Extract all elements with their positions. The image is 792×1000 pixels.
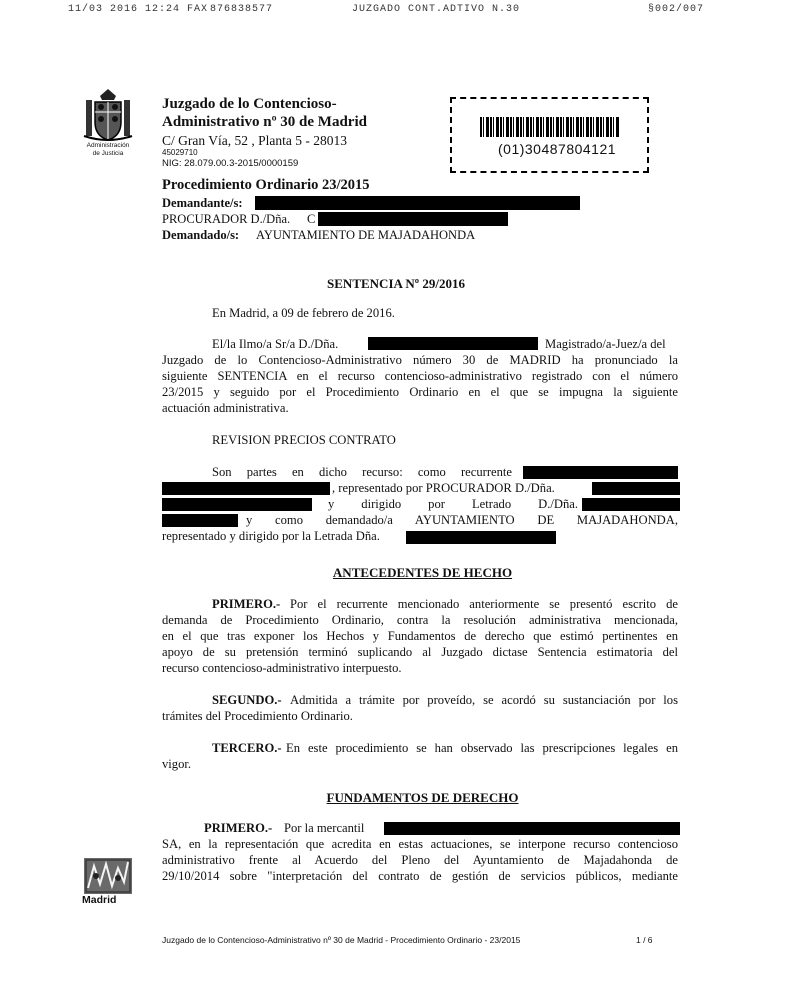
defendant-label: Demandado/s: — [162, 228, 240, 242]
antecedentes-tercero-label: TERCERO.- — [212, 741, 282, 755]
fundamentos-heading: FUNDAMENTOS DE DERECHO — [326, 790, 519, 805]
court-name-line1: Juzgado de lo Contencioso- — [162, 96, 337, 112]
coat-of-arms-icon — [80, 86, 136, 144]
madrid-seal-label: Madrid — [82, 894, 117, 906]
fundamentos-primero-line: Por la mercantil — [284, 821, 365, 835]
footer-page: 1 / 6 — [636, 935, 653, 945]
redaction-bar — [592, 482, 680, 495]
antecedentes-primero-label: PRIMERO.- — [212, 597, 281, 611]
antecedentes-segundo-line: Admitida a trámite por proveído, se acordó su sustanciación por los — [290, 693, 678, 707]
parties-line: representado y dirigido por la Letrada Dña. — [162, 529, 380, 543]
redaction-bar — [523, 466, 678, 479]
redaction-bar — [162, 482, 330, 495]
court-address: C/ Gran Vía, 52 , Planta 5 - 28013 — [162, 133, 347, 148]
attorney-initial: C — [307, 212, 316, 226]
antecedentes-primero-line: demanda de Procedimiento Ordinario, contra la resolución administrativa mencionada, — [162, 613, 678, 627]
antecedentes-segundo-label: SEGUNDO.- — [212, 693, 282, 707]
antecedentes-tercero-line: En este procedimiento se han observado las prescripciones legales en — [286, 741, 678, 755]
redaction-bar — [255, 196, 580, 210]
antecedentes-primero-line: Por el recurrente mencionado anteriormente se presentó escrito de — [290, 597, 678, 611]
intro-line: siguiente SENTENCIA en el recurso contencioso-administrativo registrado con el número — [162, 369, 678, 383]
court-name-line2: Administrativo nº 30 de Madrid — [162, 114, 367, 130]
intro-line: El/la Ilmo/a Sr/a D./Dña. — [212, 337, 339, 351]
redaction-bar — [318, 212, 508, 226]
barcode-number: (01)30487804121 — [498, 141, 617, 157]
fundamentos-primero-label: PRIMERO.- — [204, 821, 273, 835]
fax-number: 876838577 — [210, 4, 274, 15]
fundamentos-primero-line: SA, en la representación que acredita en estas actuaciones, se interpone recurso contencioso — [162, 837, 678, 851]
parties-line: Son partes en dicho recurso: como recurrente — [212, 465, 512, 479]
intro-line: 23/2015 y seguido por el Procedimiento Ordinario en el que se impugna la siguiente — [162, 385, 678, 399]
parties-line: y como demandado/a AYUNTAMIENTO DE MAJADAHONDA, — [246, 513, 678, 527]
plaintiff-label: Demandante/s: — [162, 196, 243, 210]
barcode — [480, 117, 620, 137]
procedure-title: Procedimiento Ordinario 23/2015 — [162, 177, 370, 193]
court-nig: NIG: 28.079.00.3-2015/0000159 — [162, 158, 299, 169]
fundamentos-primero-line: 29/10/2014 sobre "interpretación del contrato de gestión de servicios públicos, mediante — [162, 869, 678, 883]
antecedentes-primero-line: apoyo de su pretensión terminó suplicando al Juzgado dictase Sentencia estimatoria del — [162, 645, 678, 659]
parties-line: y dirigido por Letrado D./Dña. — [328, 497, 578, 511]
intro-line: Juzgado de lo Contencioso-Administrativo número 30 de MADRID ha pronunciado la — [162, 353, 678, 367]
intro-line: Magistrado/a-Juez/a del — [545, 337, 666, 351]
antecedentes-primero-line: recurso contencioso-administrativo interpuesto. — [162, 661, 402, 675]
redaction-bar — [582, 498, 680, 511]
redaction-bar — [384, 822, 680, 835]
fax-datetime: 11/03 2016 12:24 FAX — [68, 4, 209, 15]
footer-text: Juzgado de lo Contencioso-Administrativo nº 30 de Madrid - Procedimiento Ordinario - 23/2015 — [162, 935, 521, 945]
attorney-label: PROCURADOR D./Dña. — [162, 212, 291, 226]
crest-caption-line2: de Justicia — [92, 150, 124, 157]
antecedentes-tercero-line: vigor. — [162, 757, 192, 771]
date-line: En Madrid, a 09 de febrero de 2016. — [212, 306, 395, 320]
redaction-bar — [406, 531, 556, 544]
fax-page: §002/007 — [648, 4, 705, 15]
fax-sender: JUZGADO CONT.ADTIVO N.30 — [352, 4, 521, 15]
fundamentos-primero-line: administrativo frente al Acuerdo del Pleno del Ayuntamiento de Majadahonda de — [162, 853, 678, 867]
sentencia-title: SENTENCIA Nº 29/2016 — [327, 276, 465, 291]
court-code: 45029710 — [162, 148, 198, 157]
barcode-box — [450, 97, 649, 173]
redaction-bar — [162, 514, 238, 527]
redaction-bar — [368, 337, 538, 350]
antecedentes-heading: ANTECEDENTES DE HECHO — [332, 565, 513, 580]
parties-line: , representado por PROCURADOR D./Dña. — [332, 481, 555, 495]
redaction-bar — [162, 498, 312, 511]
antecedentes-segundo-line: trámites del Procedimiento Ordinario. — [162, 709, 353, 723]
antecedentes-primero-line: en el que tras exponer los Hechos y Fundamentos de derecho que estimó pertinentes en — [162, 629, 678, 643]
crest-caption-line1: Administración — [86, 142, 130, 149]
defendant-name: AYUNTAMIENTO DE MAJADAHONDA — [256, 228, 476, 242]
madrid-seal-icon — [84, 858, 132, 894]
subject: REVISION PRECIOS CONTRATO — [212, 433, 396, 447]
intro-line: actuación administrativa. — [162, 401, 289, 415]
